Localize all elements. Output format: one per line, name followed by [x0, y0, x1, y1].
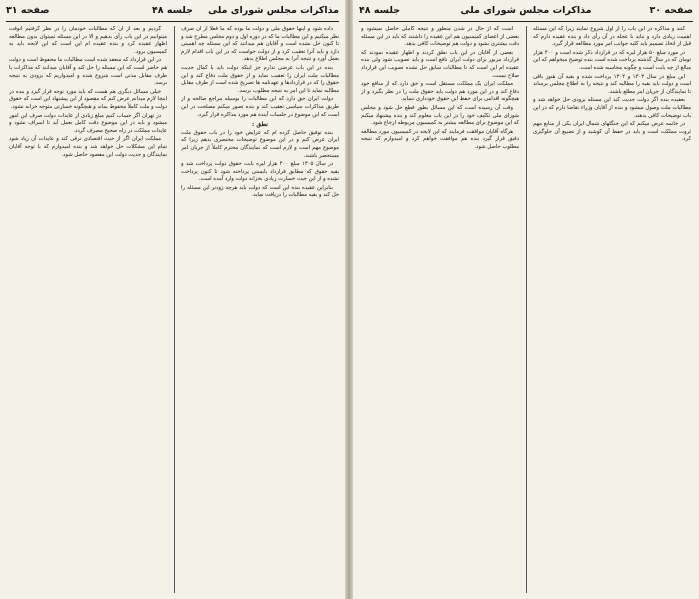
paragraph: بعقیده بنده اگر دولت جدیت کند این مسئله بزودی حل خواهد شد و مطالبات ملت وصول میشود و بنده از آقایان وزراء تقاضا دارم که در این باب توضیحات کافی بدهند. — [533, 97, 691, 119]
right-page-header — [359, 5, 693, 19]
column-divider — [526, 26, 527, 593]
right-page-column-2 — [361, 26, 519, 595]
book-spine — [345, 0, 353, 599]
right-page-column-1 — [533, 26, 691, 595]
paragraph: است که از حال در شدن منظور و نتیجه کاملی حاصل نمیشود و بعضی از اعضای کمیسیون هم این عقیده را داشتند که باید در این مسئله دقت بیشتری بشود و دولت هم توضیحات کافی بدهد. — [361, 26, 519, 48]
paragraph: مملکت ایران یک مملکت مستقل است و حق دارد که از منافع خود دفاع کند و در این مورد هم دولت باید حقوق ملت را در نظر بگیرد و از هیچگونه اقدامی برای حفظ این حقوق خودداری ننماید. — [361, 81, 519, 103]
right-page-title: مذاکرات مجلس شورای ملی — [460, 5, 592, 16]
paragraph: بنده در این باب عرضی ندارم جز اینکه دولت باید با کمال جدیت مطالبات ملت ایران را تعقیب نماید و از حقوق ملت دفاع کند و این حقوق را که در قراردادها و عهدنامه ها تصریح شده است از طرف مقابل مطالبه نماید تا این امر به نتیجه مطلوب برسد. — [181, 64, 339, 94]
paragraph: بعضی از آقایان در این باب نطق کردند و اظهار عقیده نمودند که قرارداد مزبور برای دولت ایران نافع است و باید تصویب شود ولی بنده عقیده ام این است که تا مطالبات سابق حل نشده تصویب این قرارداد صلاح نیست. — [361, 49, 519, 79]
paragraph: وقت آن رسیده است که این مسائل بطور قطع حل شود و مجلس شورای ملی تکلیف خود را در این باب معلوم کند و بنده پیشنهاد میکنم که این موضوع برای مطالعه بیشتر به کمیسیون مربوطه ارجاع شود. — [361, 104, 519, 127]
paragraph: گردیم و بعد از آن که مطالبات خودمان را در نظر گرفتیم آنوقت میتوانیم در این باب رأی بدهیم و الا در این مسئله نمیتوان بدون مطالعه اظهار عقیده کرد و بنده عقیده ام این است که این لایحه باید به کمیسیون برود. — [9, 26, 167, 55]
left-page-header — [6, 5, 339, 19]
paragraph: این مبلغ در سال ۱۳۰۳ و ۱۳۰۴ پرداخت شده و بقیه آن هنوز باقی است و دولت باید بقیه را مطالبه کند و نتیجه را به اطلاع مجلس برساند تا نمایندگان از جریان امر مطلع باشند. — [533, 73, 691, 95]
left-page-title: مذاکرات مجلس شورای ملی — [208, 5, 339, 16]
left-page-column-2 — [9, 26, 167, 595]
paragraph: در تهران اگر حساب کنیم مبلغ زیادی از عایدات دولت صرف این امور میشود و باید در این موضوع دقت کامل بعمل آید تا اسراف نشود و عایدات مملکت در راه صحیح مصرف گردد. — [9, 112, 167, 134]
left-page-number: صفحه ۳۱ — [6, 5, 50, 16]
paragraph: بنده توفیق حاصل کرده ام که عرایض خود را در باب حقوق ملت ایران عرض کنم و در این موضوع توضیحات مختصری بدهم زیرا که موضوع مهم است و لازم است که نمایندگان محترم کاملاً از جریان امر مستحضر باشند. — [181, 129, 339, 159]
right-page — [353, 0, 699, 599]
paragraph: داده شود و اینها حقوق ملی و دولت ما بوده که ما فعلاً از آن صرف نظر میکنیم و این مطالبات ما که در دوره اول و دوم مجلس مطرح شد و تا کنون حل نشده است و آقایان هم میدانند که این مسئله چه اهمیتی دارد و باید آنرا تعقیب کرد و از دولت خواست که در این باب اقدام لازم بعمل آورد و نتیجه آنرا به مجلس اطلاع بدهد. — [181, 26, 339, 63]
left-page-session: جلسه ۴۸ — [151, 5, 194, 16]
paragraph: در سال ۱۳۰۵ مبلغ ۴۰۰ هزار لیره بابت حقوق دولت پرداخت شد و بقیه حقوق که مطابق قرارداد بایستی پرداخته شود تا کنون پرداخت نشده و از این حیث خسارت زیادی بخزانه دولت وارد آمده است. — [181, 161, 339, 183]
paragraph: مملکت ایران اگر از حیث اقتصادی ترقی کند و عایدات آن زیاد شود تمام این مشکلات حل خواهد شد و بنده امیدوارم که با توجه آقایان نمایندگان و جدیت دولت این مقصود حاصل شود. — [9, 136, 167, 158]
right-page-number: صفحه ۳۰ — [649, 5, 693, 16]
paragraph: خیلی مسائل دیگری هم هست که باید مورد توجه قرار گیرد و بنده در اینجا لازم میدانم عرض کنم که مقصود از این پیشنهاد این است که حقوق دولت و ملت کاملاً محفوظ بماند و هیچگونه خسارتی متوجه خزانه نشود. — [9, 88, 167, 110]
right-header-rule — [359, 21, 693, 22]
paragraph: هرگاه آقایان موافقت فرمایند که این لایحه در کمیسیون مورد مطالعه دقیق قرار گیرد بنده هم موافقت خواهم کرد و امیدوارم که نتیجه مطلوب حاصل شود. — [361, 128, 519, 150]
left-header-rule — [6, 21, 339, 22]
paragraph: دولت ایران حق دارد که این مطالبات را بوسیله مراجع صالحه و از طریق مذاکرات سیاسی تعقیب کند و بنده تصور میکنم مصلحت در این است که این موضوع در جلسات آینده هم مورد مذاکره قرار گیرد. — [181, 96, 339, 118]
column-divider — [174, 26, 175, 593]
paragraph: در این قرارداد که منعقد شده است مطالبات ما محفوظ است و دولت هم حاضر است که این مسئله را حل کند و آقایان میدانند که مذاکرات با طرف مقابل مدتی است شروع شده و امیدواریم که بزودی به نتیجه برسد. — [9, 57, 167, 87]
section-subhead: نطق : — [252, 121, 268, 129]
left-page — [0, 0, 345, 599]
paragraph: کنند و مذاکره در این باب را از اول شروع نمایند زیرا که این مسئله اهمیت زیادی دارد و نباید با عجله در آن رأی داد و بنده عقیده دارم که قبل از اتخاذ تصمیم باید کلیه جوانب امر مورد مطالعه قرار گیرد. — [533, 26, 691, 48]
paragraph: بنابراین عقیده بنده این است که دولت باید هرچه زودتر این مسئله را حل کند و بقیه مطالبات را دریافت نماید. — [181, 184, 339, 199]
paragraph: در مورد مبلغ ۵۰ هزار لیره که در قرارداد ذکر شده است و ۴۰۰ هزار تومان که در سال گذشته پرداخت شده است بنده توضیح میخواهم که این مبالغ از چه بابت است و چگونه محاسبه شده است. — [533, 49, 691, 71]
paragraph: در خاتمه عرض میکنم که این جنگلهای شمال ایران یکی از منابع مهم ثروت مملکت است و باید در حفظ آن کوشید و از تضییع آن جلوگیری کرد. — [533, 121, 691, 143]
left-page-column-1 — [181, 26, 339, 595]
right-page-session: جلسه ۴۸ — [359, 5, 401, 16]
